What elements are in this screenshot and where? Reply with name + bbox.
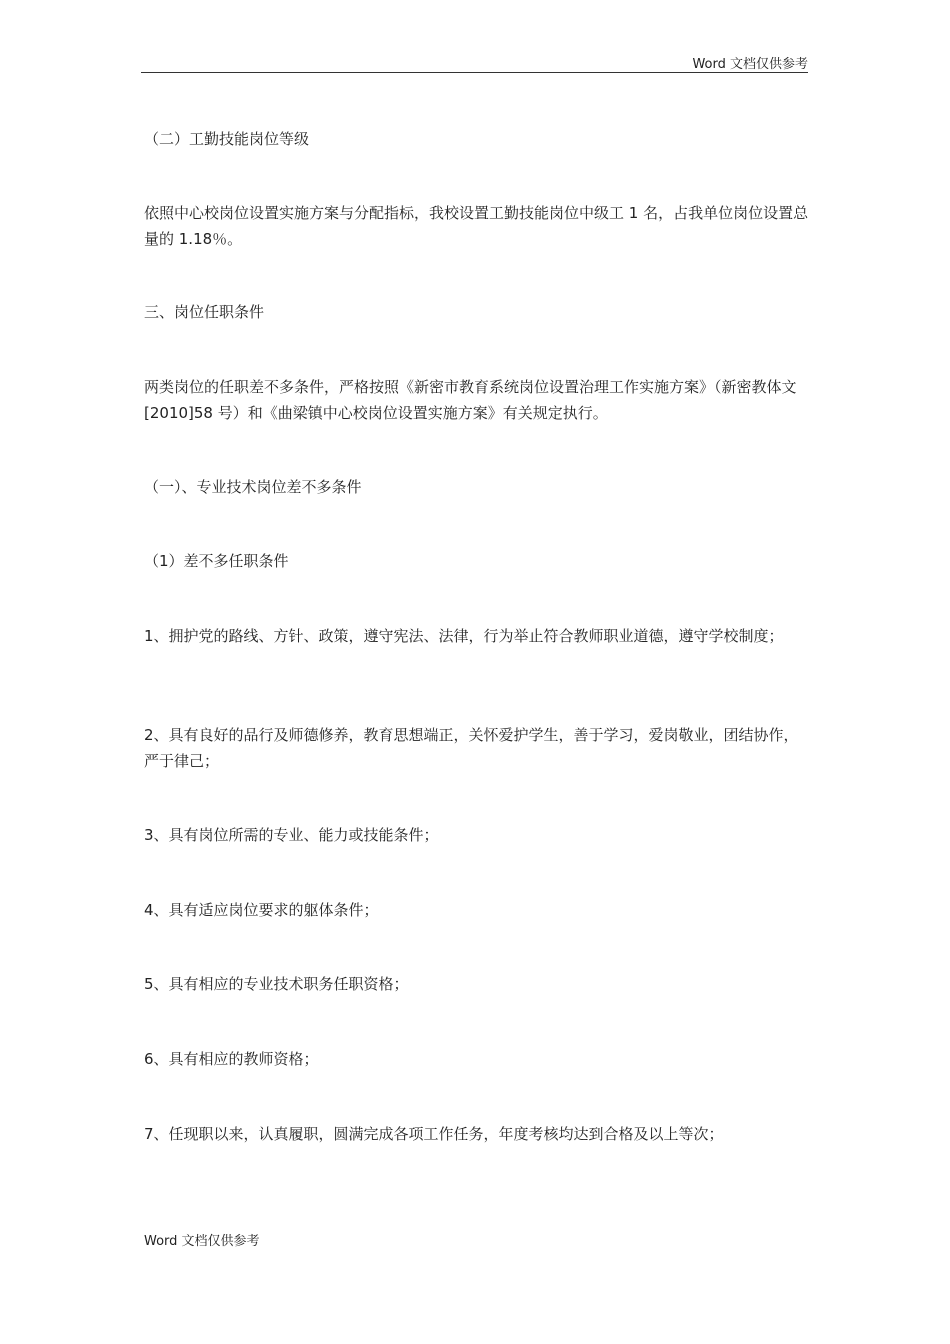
list-item-condition-6: 6、具有相应的教师资格； bbox=[144, 1050, 319, 1068]
list-item-condition-1: 1、拥护党的路线、方针、政策，遵守宪法、法律，行为举止符合教师职业道德，遵守学校制度； bbox=[144, 627, 784, 645]
page-footer: Word 文档仅供参考 bbox=[144, 1234, 260, 1249]
section-heading-professional-technical: （一）、专业技术岗位差不多条件 bbox=[144, 478, 362, 496]
section-heading-job-conditions: 三、岗位任职条件 bbox=[144, 303, 265, 321]
list-item-condition-3: 3、具有岗位所需的专业、能力或技能条件； bbox=[144, 826, 439, 844]
list-item-condition-4: 4、具有适应岗位要求的躯体条件； bbox=[144, 901, 379, 919]
section-heading-work-skill-level: （二）工勤技能岗位等级 bbox=[144, 130, 310, 148]
header-divider bbox=[141, 72, 808, 73]
list-item-condition-7: 7、任现职以来，认真履职，圆满完成各项工作任务，年度考核均达到合格及以上等次； bbox=[144, 1125, 724, 1143]
paragraph-job-conditions-basis: 两类岗位的任职差不多条件，严格按照《新密市教育系统岗位设置治理工作实施方案》（新密教体文[2010]58 号）和《曲梁镇中心校岗位设置实施方案》有关规定执行。 bbox=[144, 378, 797, 422]
subheading-basic-conditions: （1）差不多任职条件 bbox=[144, 552, 289, 570]
list-item-condition-2: 2、具有良好的品行及师德修养，教育思想端正，关怀爱护学生，善于学习，爱岗敬业，团结协作，严于律己； bbox=[144, 726, 799, 770]
paragraph-work-skill-allocation: 依照中心校岗位设置实施方案与分配指标，我校设置工勤技能岗位中级工 1 名，占我单位岗位设置总量的 1.18％。 bbox=[144, 204, 809, 248]
list-item-condition-5: 5、具有相应的专业技术职务任职资格； bbox=[144, 975, 409, 993]
page-header: Word 文档仅供参考 bbox=[692, 57, 808, 72]
